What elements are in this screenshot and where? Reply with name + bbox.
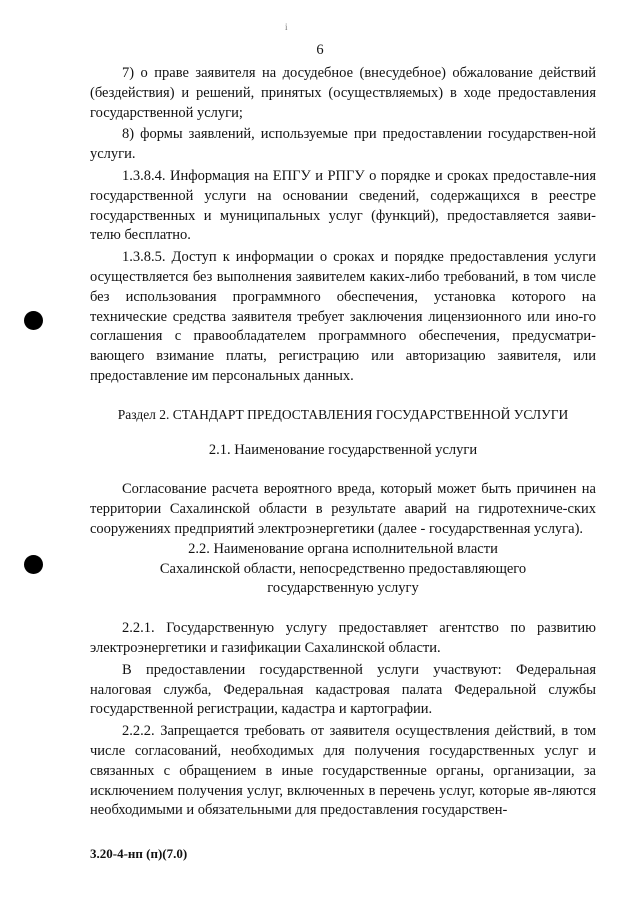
subsection-2-1-text: Согласование расчета вероятного вреда, который может быть причинен на территории Сахалинской области в результате аварий на гидротехниче-ских сооружениях предприятий электроэнергетики (далее - государственная услуга). — [90, 481, 596, 537]
paragraph-1-3-8-4: 1.3.8.4. Информация на ЕПГУ и РПГУ о порядке и сроках предоставле-ния государственной услуги на основании сведений, содержащихся в реестре государственных и муниципальных услуг (функций), предоставляется заяви-телю бесплатно. — [90, 167, 596, 244]
punch-hole-bottom — [24, 555, 43, 574]
document-code: 3.20-4-нп (п)(7.0) — [90, 846, 188, 861]
paragraph-7: 7) о праве заявителя на досудебное (внесудебное) обжалование действий (бездействия) и решений, принятых (осуществляемых) в ходе предоставления государственной услуги; — [90, 65, 596, 121]
subsection-2-2-title-line-3: государственную услугу — [267, 580, 419, 597]
paragraph-participants: В предоставлении государственной услуги участвуют: Федеральная налоговая служба, Федеральная кадастровая палата Федеральной службы государственной регистрации, кадастра и картографии. — [90, 661, 596, 718]
document-body — [90, 64, 596, 821]
page-number: 6 — [316, 42, 324, 58]
paragraph-2-2-1: 2.2.1. Государственную услугу предоставляет агентство по развитию электроэнергетики и газификации Сахалинской области. — [90, 620, 596, 656]
section-title: Раздел 2. СТАНДАРТ ПРЕДОСТАВЛЕНИЯ ГОСУДАРСТВЕННОЙ УСЛУГИ — [117, 406, 569, 422]
paragraph-8: 8) формы заявлений, используемые при предоставлении государствен-ной услуги. — [90, 126, 596, 163]
subsection-2-1-title: 2.1. Наименование государственной услуги — [208, 441, 478, 458]
stray-mark: i — [285, 22, 288, 32]
subsection-2-2-title-line-1: 2.2. Наименование органа исполнительной власти — [188, 540, 498, 557]
paragraph-1-3-8-5: 1.3.8.5. Доступ к информации о сроках и порядке предоставления услуги осуществляется без выполнения заявителем каких-либо требований, в том числе без использования программного обеспечения, установка которого на технические средства заявителя требует заключения лицензионного или ино-го соглашения с правообладателем программного обеспечения, предусматри-вающего взимание платы, регистрацию или авторизацию заявителя, или предоставление им персональных данных. — [90, 249, 596, 384]
subsection-2-2-title-line-2: Сахалинской области, непосредственно предоставляющего — [159, 560, 527, 577]
paragraph-2-2-2: 2.2.2. Запрещается требовать от заявителя осуществления действий, в том числе согласований, необходимых для получения государственных услуг и связанных с обращением в иные государственные органы, организации, за исключением получения услуг, включенных в перечень услуг, которые яв-ляются необходимыми и обязательными для предоставления государствен- — [90, 723, 596, 819]
punch-hole-top — [24, 311, 43, 330]
